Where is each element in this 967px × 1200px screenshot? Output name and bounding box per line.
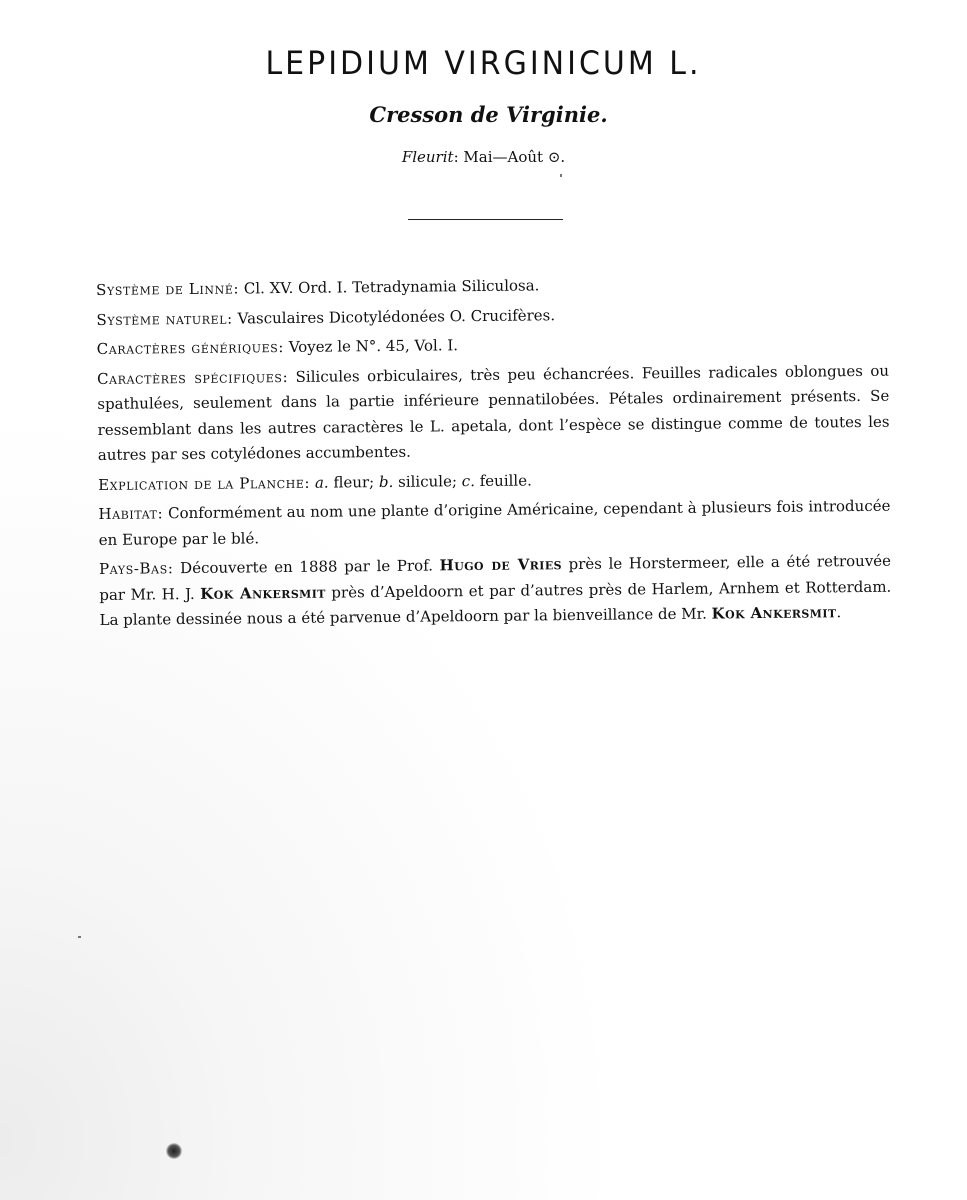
species-title: LEPIDIUM VIRGINICUM L.	[265, 44, 702, 83]
section-pays-bas	[99, 549, 892, 634]
plate-text-a: fleur;	[328, 472, 380, 492]
flowering-label: Fleurit	[401, 148, 454, 166]
section-label: Pays-Bas:	[98, 559, 174, 578]
plate-key-a: a.	[314, 473, 329, 492]
section-text: Voyez le N°. 45, Vol. I.	[283, 336, 459, 357]
paper-speck	[560, 174, 562, 177]
section-text: Silicules orbiculaires, très peu échancrées. Feuilles radicales oblongues ou spathulées, seulement dans la partie inférieure pennatilobées. Pétales ordinairement présents. Se ressemblant dans les autres caractères le L. apetala, dont l’espèce se distingue comme de toutes les autres par ses cotylédones accumbentes.	[97, 361, 890, 464]
common-name: Cresson de Virginie.	[369, 102, 608, 127]
section-label: Habitat:	[98, 504, 164, 523]
section-label: Explication de la Planche:	[98, 473, 311, 494]
person-name: Kok Ankersmit	[200, 583, 326, 603]
section-text: près d’Apeldoorn et par d’autres près de Harlem, Arnhem et Rotterdam. La plante dessinée nous a été parvenue d’Apeldoorn par la bienveillance de Mr.	[99, 577, 892, 629]
section-generiques	[97, 329, 889, 363]
flowering-months: Mai—Août	[463, 148, 544, 166]
paper-speck	[78, 936, 81, 938]
section-linne	[96, 270, 888, 304]
person-name: Hugo de Vries	[439, 555, 563, 575]
plate-text-c: feuille.	[474, 470, 532, 490]
section-text: près le Horstermeer, elle a été retrouvée par Mr. H. J.	[99, 551, 892, 604]
ink-blot	[166, 1143, 182, 1159]
section-label: Système de Linné:	[96, 279, 240, 299]
section-text: Vasculaires Dicotylédonées O. Crucifères.	[232, 305, 556, 328]
section-text: .	[836, 603, 842, 622]
section-text: Conformément au nom une plante d’origine Américaine, cependant à plusieurs fois introducée en Europe par le blé.	[98, 496, 891, 549]
plate-key-c: c.	[461, 471, 476, 490]
person-name: Kok Ankersmit	[711, 603, 837, 623]
plate-text-b: silicule;	[393, 471, 462, 491]
annual-symbol-icon: ⊙.	[547, 148, 566, 166]
flowering-colon: :	[453, 148, 464, 166]
section-planche	[98, 464, 890, 498]
section-text: Cl. XV. Ord. I. Tetradynamia Siliculosa.	[238, 276, 540, 298]
description-body	[96, 270, 892, 638]
section-label: Caractères génériques:	[96, 338, 285, 358]
section-habitat	[98, 494, 890, 553]
section-label: Caractères spécifiques:	[96, 367, 289, 388]
plate-key-b: b.	[378, 472, 394, 491]
divider-rule	[408, 219, 563, 220]
flowering-line	[0, 148, 967, 166]
section-specifiques	[97, 358, 890, 468]
section-naturel	[96, 299, 888, 333]
section-text: Découverte en 1888 par le Prof.	[173, 556, 440, 578]
section-label: Système naturel:	[96, 309, 233, 329]
